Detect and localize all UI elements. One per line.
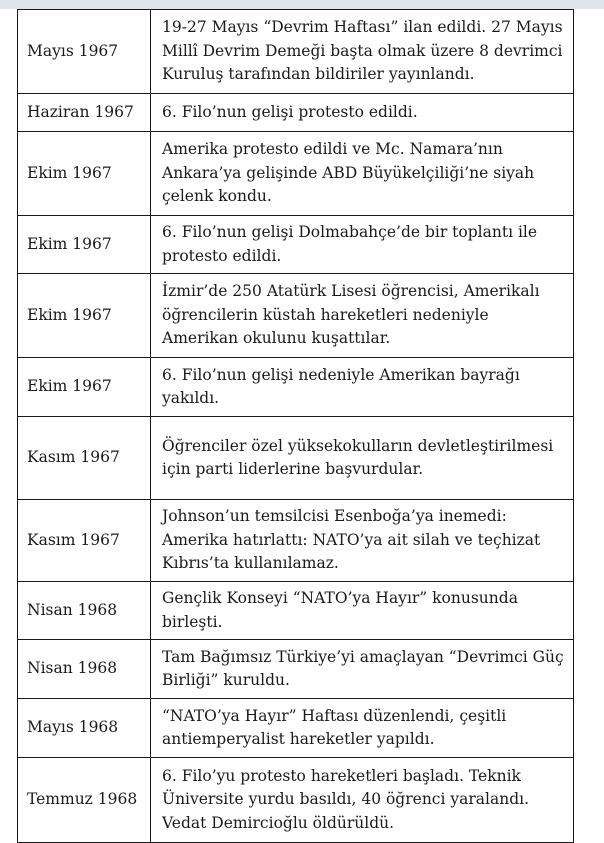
event-cell: Amerika protesto edildi ve Mc. Namara’nın Ankara’ya gelişinde ABD Büyükelçiliği’ne siyah çelenk kondu. — [151, 132, 574, 216]
table-row — [18, 758, 574, 843]
event-cell: Öğrenciler özel yüksekokulların devletleştirilmesi için parti liderlerine başvurdular. — [151, 417, 574, 500]
date-cell: Mayıs 1968 — [18, 699, 151, 758]
date-cell: Ekim 1967 — [18, 132, 151, 216]
date-cell: Haziran 1967 — [18, 94, 151, 132]
date-cell: Kasım 1967 — [18, 417, 151, 500]
event-cell: 6. Filo’nun gelişi protesto edildi. — [151, 94, 574, 132]
date-cell: Temmuz 1968 — [18, 758, 151, 843]
event-cell: 6. Filo’yu protesto hareketleri başladı. Teknik Üniversite yurdu basıldı, 40 öğrenci yaralandı. Vedat Demircioğlu öldürüldü. — [151, 758, 574, 843]
event-cell: 6. Filo’nun gelişi nedeniyle Amerikan bayrağı yakıldı. — [151, 358, 574, 417]
event-cell: “NATO’ya Hayır” Haftası düzenlendi, çeşitli antiemperyalist hareketler yapıldı. — [151, 699, 574, 758]
date-cell: Ekim 1967 — [18, 358, 151, 417]
table-row — [18, 640, 574, 699]
table-row — [18, 582, 574, 640]
table-row — [18, 10, 574, 94]
table-row — [18, 274, 574, 358]
clipped-header-strip — [0, 0, 604, 9]
date-cell: Ekim 1967 — [18, 216, 151, 274]
event-cell: 19-27 Mayıs “Devrim Haftası” ilan edildi. 27 Mayıs Millî Devrim Demeği başta olmak üzere 8 devrimci Kuruluş tarafından bildiriler yayınlandı. — [151, 10, 574, 94]
table-row — [18, 94, 574, 132]
table-row — [18, 216, 574, 274]
date-cell: Nisan 1968 — [18, 582, 151, 640]
date-cell: Ekim 1967 — [18, 274, 151, 358]
event-cell: İzmir’de 250 Atatürk Lisesi öğrencisi, Amerikalı öğrencilerin küstah hareketleri nedeniyle Amerikan okulunu kuşattılar. — [151, 274, 574, 358]
event-cell: 6. Filo’nun gelişi Dolmabahçe’de bir toplantı ile protesto edildi. — [151, 216, 574, 274]
table-row — [18, 417, 574, 500]
table-row — [18, 132, 574, 216]
table-row — [18, 358, 574, 417]
event-cell: Tam Bağımsız Türkiye’yi amaçlayan “Devrimci Güç Birliği” kuruldu. — [151, 640, 574, 699]
table-row — [18, 500, 574, 582]
date-cell: Kasım 1967 — [18, 500, 151, 582]
chronology-table — [17, 9, 574, 843]
date-cell: Nisan 1968 — [18, 640, 151, 699]
table-row — [18, 699, 574, 758]
date-cell: Mayıs 1967 — [18, 10, 151, 94]
event-cell: Johnson’un temsilcisi Esenboğa’ya inemedi: Amerika hatırlattı: NATO’ya ait silah ve teçhizat Kıbrıs’ta kullanılamaz. — [151, 500, 574, 582]
event-cell: Gençlik Konseyi “NATO’ya Hayır” konusunda birleşti. — [151, 582, 574, 640]
